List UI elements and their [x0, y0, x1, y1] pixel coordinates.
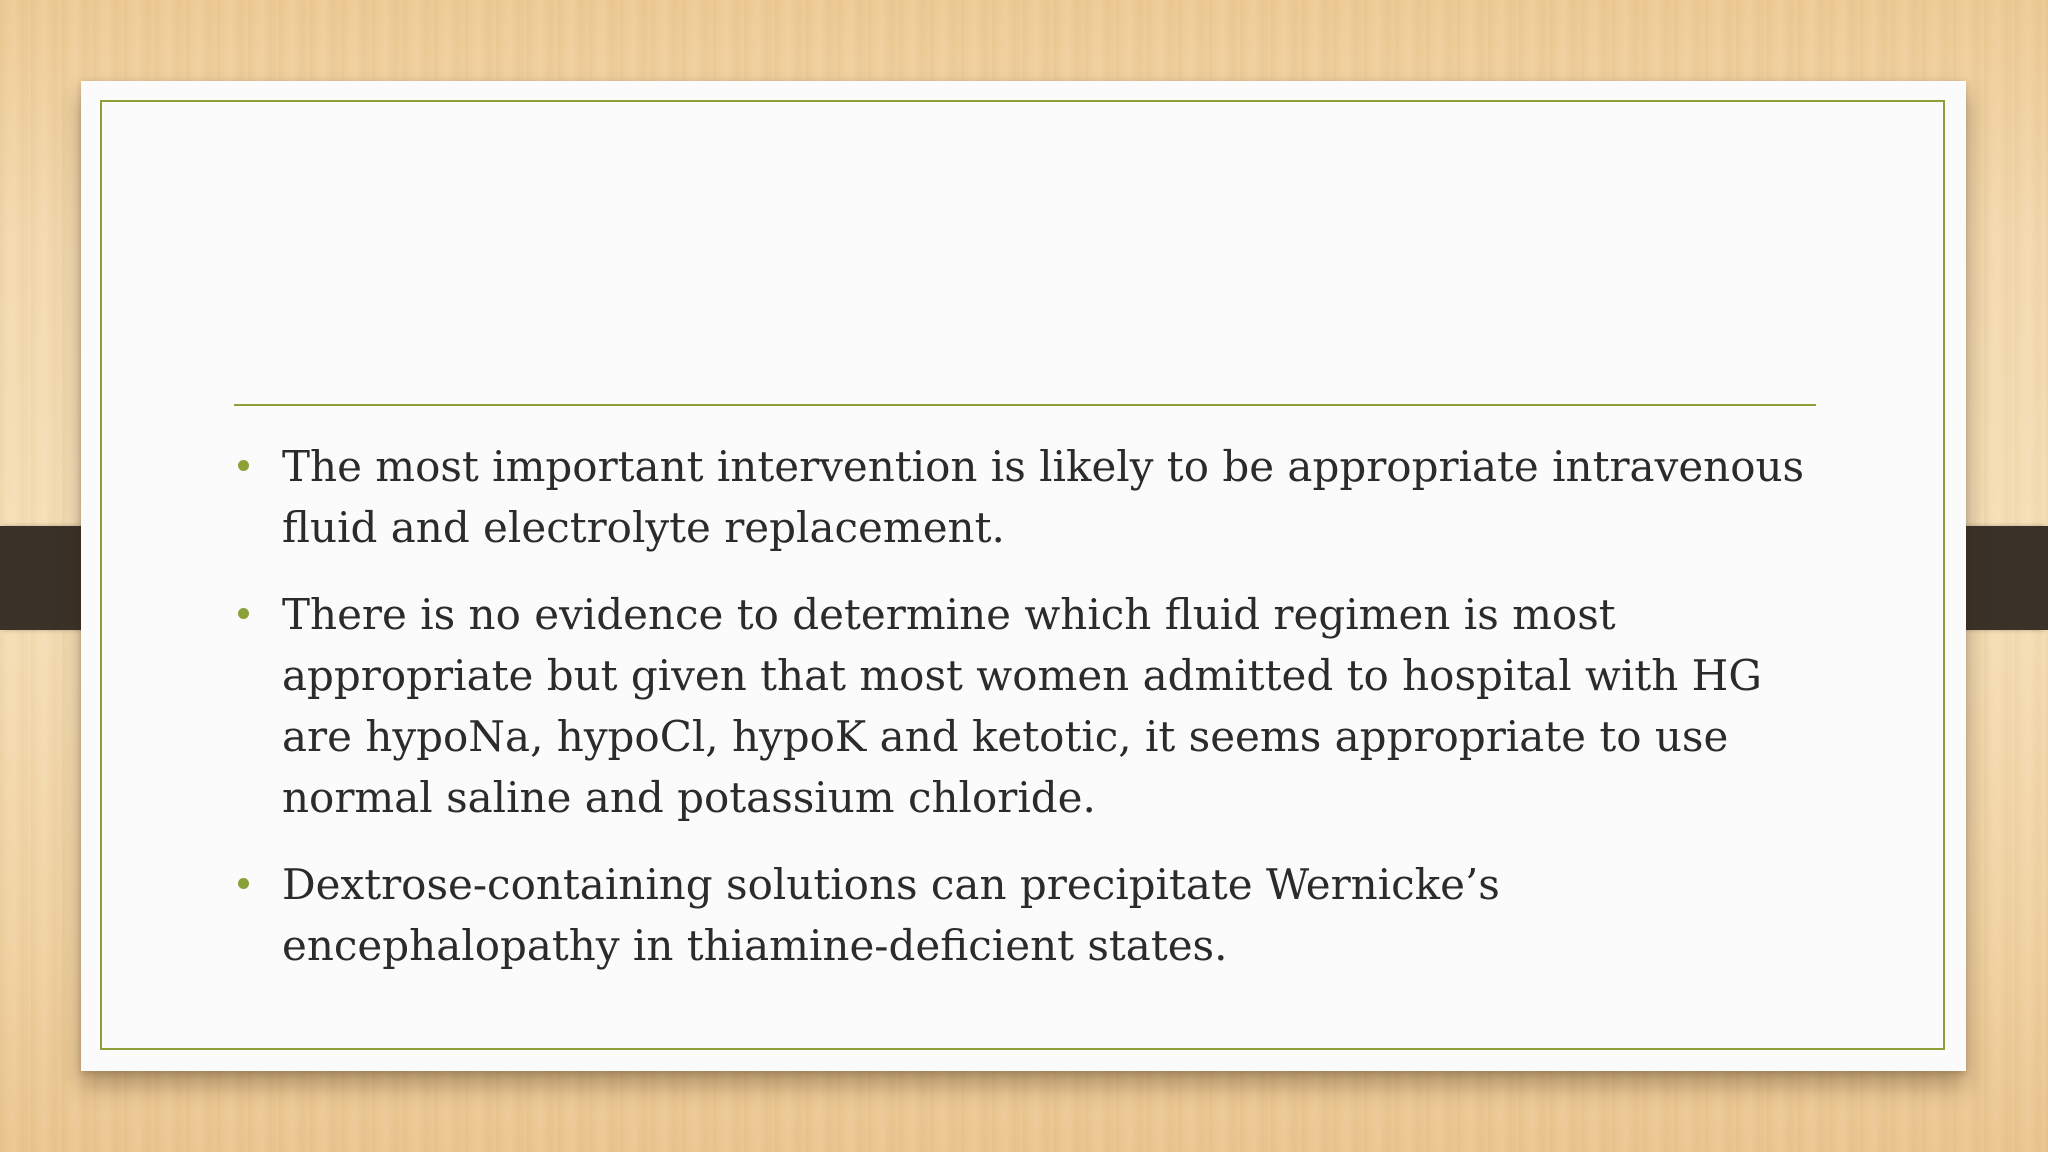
- bullet-dot-icon: [238, 460, 249, 471]
- bullet-text: The most important intervention is likely to be appropriate intravenous fluid and electrolyte replacement.: [282, 442, 1805, 552]
- bullet-text: Dextrose-containing solutions can precipitate Wernicke’s encephalopathy in thiamine-deficient states.: [282, 860, 1500, 970]
- bullet-item: [234, 436, 1824, 558]
- bullet-item: [234, 854, 1824, 976]
- title-divider-line: [234, 404, 1816, 406]
- bullet-text: There is no evidence to determine which fluid regimen is most appropriate but given that most women admitted to hospital with HG are hypoNa, hypoCl, hypoK and ketotic, it seems appropriate to use normal saline and potassium chloride.: [282, 590, 1762, 822]
- bullet-dot-icon: [238, 878, 249, 889]
- bullet-item: [234, 584, 1824, 828]
- bullet-dot-icon: [238, 608, 249, 619]
- slide-body: [234, 436, 1824, 1002]
- bullet-list: [234, 436, 1824, 976]
